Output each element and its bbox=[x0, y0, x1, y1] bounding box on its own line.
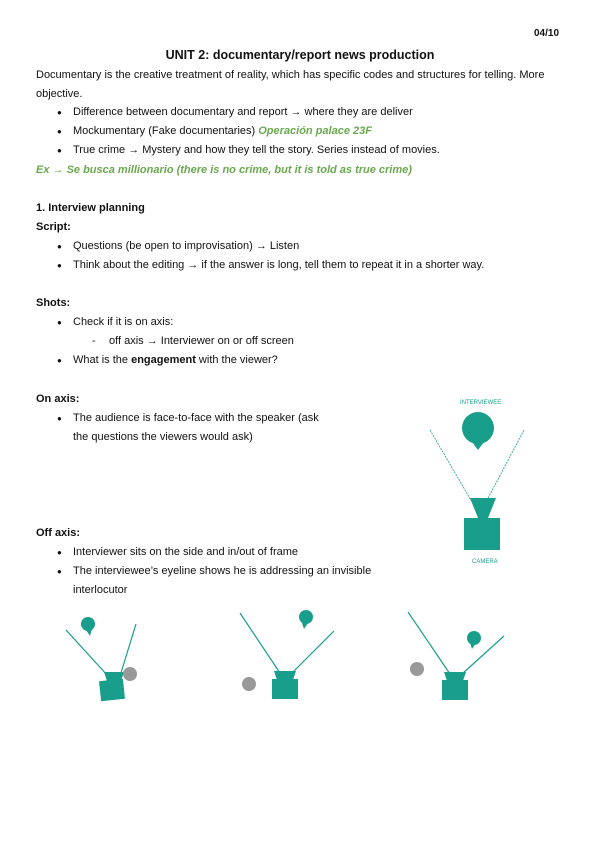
off-axis-diagram-center bbox=[230, 605, 340, 705]
sightline-left bbox=[66, 630, 108, 676]
intro-bullet-3: True crime → Mystery and how they tell the story. Series instead of movies. bbox=[73, 144, 440, 156]
interviewer-icon bbox=[242, 677, 256, 691]
interviewee-icon bbox=[462, 412, 494, 444]
interviewee-icon bbox=[467, 631, 481, 645]
shots-sub-bullet: off axis → Interviewer on or off screen bbox=[109, 335, 294, 347]
highlight-example: Operación palace 23F bbox=[258, 125, 372, 137]
speech-tail-icon bbox=[470, 643, 476, 649]
bullet-dot: ● bbox=[57, 414, 62, 423]
shots-bullet-2 bbox=[73, 354, 278, 366]
script-bullet-1: Questions (be open to improvisation) → Listen bbox=[73, 240, 300, 252]
bullet-dot: ● bbox=[57, 318, 62, 327]
page-number: 04/10 bbox=[534, 28, 560, 39]
sightline-right bbox=[292, 631, 334, 673]
bullet-dot: ● bbox=[57, 548, 62, 557]
intro-bullet-2-text: Mockumentary (Fake documentaries) bbox=[73, 125, 259, 137]
script-label: Script: bbox=[36, 221, 71, 233]
camera-lens-icon bbox=[470, 498, 496, 518]
on-axis-line-1: The audience is face-to-face with the speaker (ask bbox=[73, 412, 319, 424]
off-axis-diagram-left bbox=[60, 610, 150, 710]
off-axis-line-2: interlocutor bbox=[73, 584, 128, 596]
bullet-dot: ● bbox=[57, 261, 62, 270]
off-axis-diagram-right bbox=[400, 608, 510, 708]
bullet-dot: ● bbox=[57, 127, 62, 136]
engagement-word: engagement bbox=[131, 354, 196, 366]
interviewer-icon bbox=[123, 667, 137, 681]
camera-icon bbox=[99, 679, 125, 701]
off-axis-line-1: The interviewee’s eyeline shows he is addressing an invisible bbox=[73, 565, 372, 577]
off-axis-bullet-1: Interviewer sits on the side and in/out of frame bbox=[73, 546, 299, 558]
interviewee-icon bbox=[299, 610, 313, 624]
sightline-right bbox=[486, 430, 524, 502]
section-heading: 1. Interview planning bbox=[36, 202, 145, 214]
on-axis-label: On axis: bbox=[36, 393, 80, 405]
bullet-dot: ● bbox=[57, 567, 62, 576]
sightline-left bbox=[430, 430, 472, 502]
bullet-dot: ● bbox=[57, 108, 62, 117]
off-axis-label: Off axis: bbox=[36, 527, 81, 539]
example-line: Ex → Se busca millionario (there is no crime, but it is told as true crime) bbox=[36, 164, 412, 176]
interviewer-icon bbox=[410, 662, 424, 676]
on-axis-line-2: the questions the viewers would ask) bbox=[73, 431, 253, 443]
on-axis-diagram bbox=[420, 392, 530, 572]
script-bullet-2: Think about the editing → if the answer is long, tell them to repeat it in a shorter way. bbox=[73, 259, 485, 271]
shots-bullet-2-pre: What is the bbox=[73, 354, 132, 366]
sightline-left bbox=[240, 613, 280, 673]
shots-label: Shots: bbox=[36, 297, 71, 309]
camera-icon bbox=[272, 679, 298, 699]
intro-bullet-2 bbox=[73, 125, 372, 137]
bullet-dot: ● bbox=[57, 242, 62, 251]
intro-bullet-1: Difference between documentary and report → where they are deliver bbox=[73, 106, 413, 118]
speech-tail-icon bbox=[86, 629, 92, 636]
bullet-dot: ● bbox=[57, 146, 62, 155]
intro-paragraph: Documentary is the creative treatment of reality, which has specific codes and structures for telling. More objective. bbox=[36, 69, 545, 100]
interviewee-icon bbox=[81, 617, 95, 631]
camera-label: CAMERA bbox=[472, 559, 498, 565]
shots-bullet-2-post: with the viewer? bbox=[195, 354, 278, 366]
dash-marker: - bbox=[92, 335, 96, 347]
camera-icon bbox=[442, 680, 468, 700]
speech-tail-icon bbox=[302, 623, 308, 629]
interviewee-label: INTERVIEWEE bbox=[460, 400, 502, 406]
camera-icon bbox=[464, 518, 500, 550]
speech-tail-icon bbox=[472, 442, 484, 450]
bullet-dot: ● bbox=[57, 356, 62, 365]
shots-bullet-1: Check if it is on axis: bbox=[73, 316, 174, 328]
page-title: UNIT 2: documentary/report news production bbox=[165, 48, 435, 62]
